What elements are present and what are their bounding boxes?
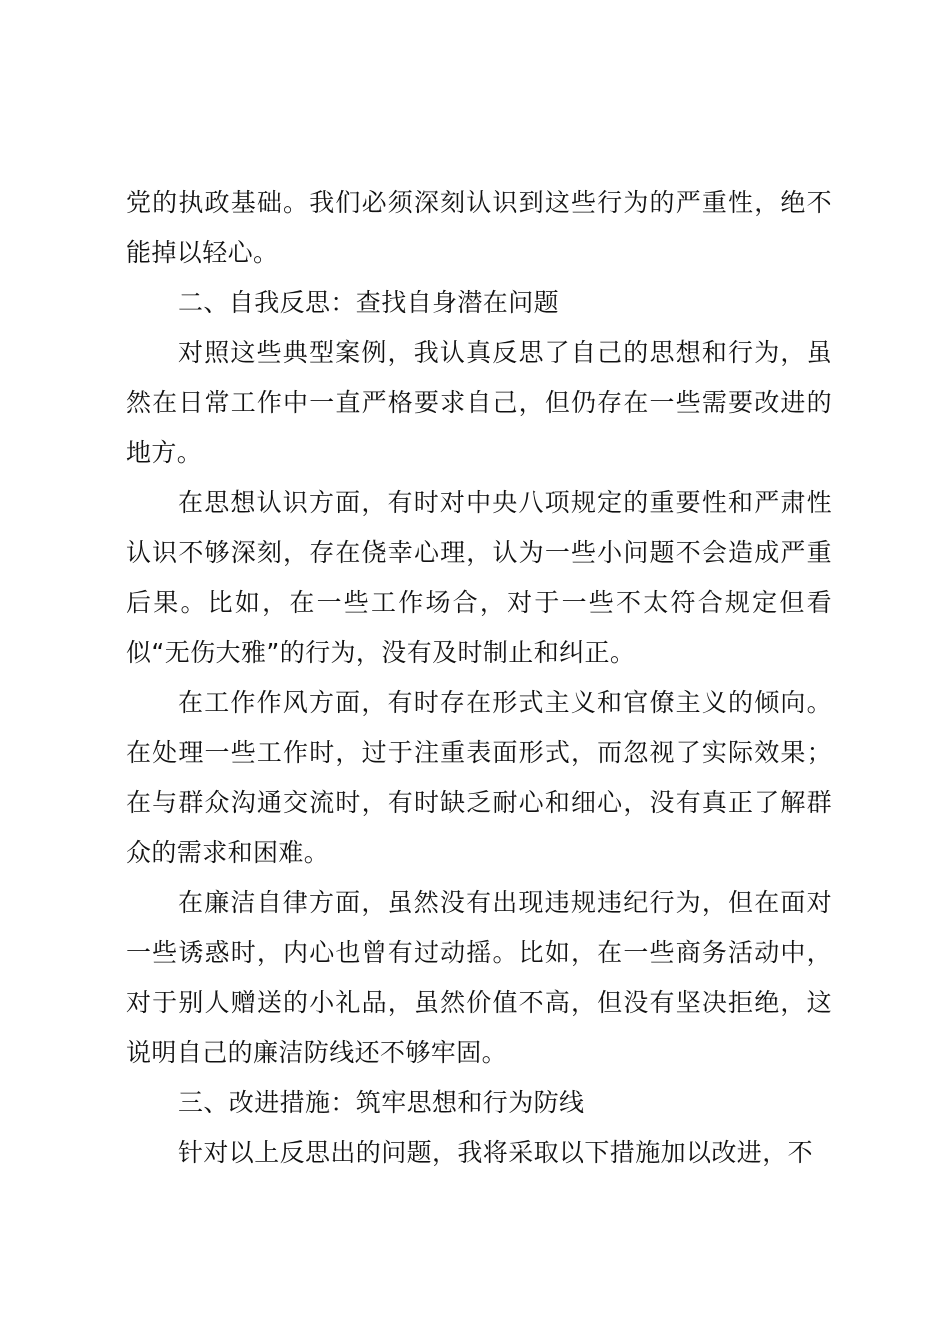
document-body (126, 178, 832, 1178)
section-heading-self-reflection: 二、自我反思：查找自身潜在问题 (178, 288, 560, 317)
paragraph-ideological-awareness: 在思想认识方面，有时对中央八项规定的重要性和严肃性认识不够深刻，存在侥幸心理，认为一些小问题不会造成严重后果。比如，在一些工作场合，对于一些不太符合规定但看似“无伤大雅”的行为，没有及时制止和纠正。 (126, 488, 832, 667)
paragraph-integrity: 在廉洁自律方面，虽然没有出现违规违纪行为，但在面对一些诱惑时，内心也曾有过动摇。比如，在一些商务活动中，对于别人赠送的小礼品，虽然价值不高，但没有坚决拒绝，这说明自己的廉洁防线还不够牢固。 (126, 888, 832, 1067)
paragraph-reflection-intro: 对照这些典型案例，我认真反思了自己的思想和行为，虽然在日常工作中一直严格要求自己，但仍存在一些需要改进的地方。 (126, 338, 832, 467)
section-heading-improvement-measures: 三、改进措施：筑牢思想和行为防线 (178, 1088, 585, 1117)
paragraph-work-style: 在工作作风方面，有时存在形式主义和官僚主义的倾向。在处理一些工作时，过于注重表面形式，而忽视了实际效果；在与群众沟通交流时，有时缺乏耐心和细心，没有真正了解群众的需求和困难。 (126, 688, 832, 867)
paragraph-continuation: 党的执政基础。我们必须深刻认识到这些行为的严重性，绝不能掉以轻心。 (126, 188, 832, 267)
paragraph-measures-intro: 针对以上反思出的问题，我将采取以下措施加以改进，不 (178, 1138, 814, 1167)
